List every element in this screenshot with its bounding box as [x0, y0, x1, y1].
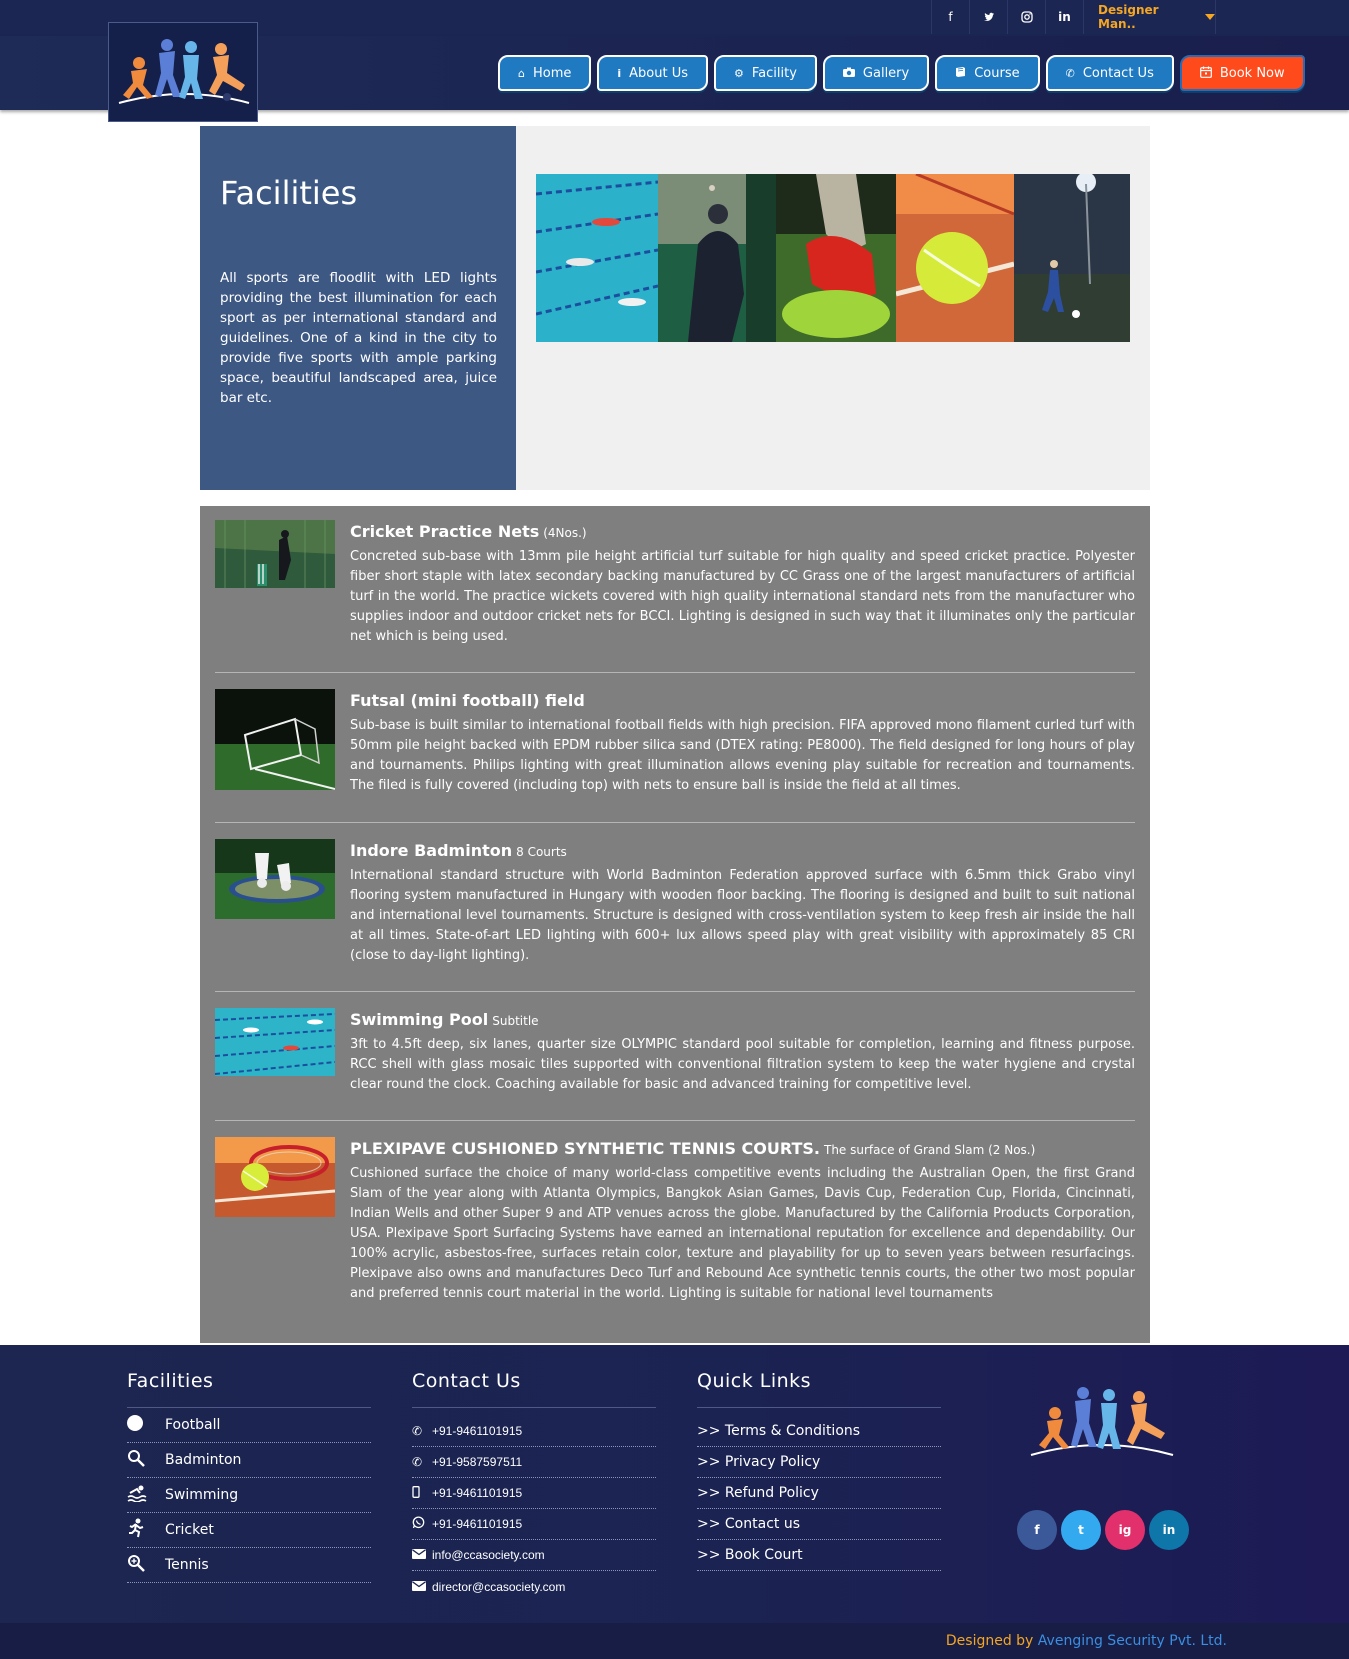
nav-gallery[interactable]	[823, 55, 929, 91]
divider	[215, 672, 1135, 673]
search-icon	[127, 1449, 165, 1471]
quick-link-contact[interactable]: >> Contact us	[697, 1509, 941, 1540]
top-social-links	[931, 0, 1083, 34]
footer-link-label: Cricket	[165, 1522, 214, 1538]
footer-facilities-title: Facilities	[127, 1370, 371, 1408]
facility-description: Cushioned surface the choice of many world-class competitive events including the Australian Open, the first Grand Slam of the year along with Atlanta Olympics, Bangkok Asian Games, Davis Cup, Federation Cup, Florida, Cincinnati, Indian Wells and other Super 9 and ATP venues across the globe. Manufactured by the California Products Corporation, USA. Plexipave Sport Surfacing Systems have earned an international reputation for excellence and dependability. Our 100% acrylic, asbestos-free, surfaces retain color, texture and playability for up to seven years between resurfacings. Plexipave also owns and manufactures Deco Turf and Rebound Ace synthetic tennis courts, the other two most popular and preferred tennis court material in the world. Lighting is suitable for national level tournaments	[350, 1166, 1135, 1301]
envelope-icon	[412, 1580, 432, 1594]
facility-subtitle: 8 Courts	[516, 845, 567, 859]
nav-facility[interactable]	[714, 55, 817, 91]
nav-about-us[interactable]	[597, 55, 708, 91]
linkedin-icon[interactable]: in	[1045, 0, 1083, 34]
footer-logo	[1027, 1371, 1177, 1471]
whatsapp-icon	[412, 1516, 432, 1532]
contact-email-director[interactable]	[412, 1571, 656, 1602]
football-photo	[776, 174, 896, 342]
intro-text: All sports are floodlit with LED lights providing the best illumination for each sport as per international standard and guidelines. One of a kind in the city to provide five sports with ample parking space, beautiful landscaped area, juice bar etc.	[220, 270, 497, 406]
phone-icon: ✆	[412, 1424, 423, 1438]
footer	[0, 1345, 1349, 1659]
facility-subtitle: (4Nos.)	[543, 526, 587, 540]
nav-book-now-label: Book Now	[1219, 65, 1285, 81]
facility-description: Sub-base is built similar to international football fields with high precision. FIFA approved mono filament curled turf with 50mm pile height backed with EPDM rubber silica sand (DTEX rating: PE8000). The field designed for long hours of play and tournaments. Philips lighting with great illumination allows evening play suitable for recreation and tournaments. The filed is fully covered (including top) with nets to ensure ball is inside the field at all times.	[350, 718, 1135, 793]
facility-title: Cricket Practice Nets (4Nos.)	[350, 522, 587, 541]
running-icon	[127, 1518, 165, 1542]
quick-link-book-court[interactable]: >> Book Court	[697, 1540, 941, 1571]
badminton-thumb	[215, 839, 335, 919]
zoom-icon	[127, 1554, 165, 1576]
contact-value: director@ccasociety.com	[432, 1579, 566, 1594]
nav-contact-us-label: Contact Us	[1082, 65, 1154, 81]
contact-phone-2[interactable]	[412, 1447, 656, 1478]
contact-value: +91-9461101915	[432, 1517, 523, 1531]
cricket-nets-thumb	[215, 520, 335, 588]
site-logo[interactable]	[108, 22, 258, 122]
facility-description: Concreted sub-base with 13mm pile height artificial turf suitable for high quality and speed cricket practice. Polyester fiber short staple with latex secondary backing manufactured by CC Grass one of the largest manufacturers of artificial turf in the world. The practice wickets covered with high quality international standard nets from the manufacturer who supplies indoor and outdoor cricket nets for BCCI. Lighting is designed in such way that it illuminates only the particular net which is being used.	[350, 549, 1135, 644]
contact-value: +91-9461101915	[432, 1486, 523, 1500]
footer-link-label: Badminton	[165, 1452, 242, 1468]
contact-value: info@ccasociety.com	[432, 1548, 545, 1562]
contact-value: +91-9461101915	[432, 1424, 523, 1438]
nav-book-now[interactable]	[1180, 55, 1305, 91]
nav-home-label: Home	[532, 65, 572, 81]
footer-link-label: Football	[165, 1417, 221, 1433]
tennis-photo	[896, 174, 1014, 342]
contact-phone-1[interactable]	[412, 1416, 656, 1447]
facebook-icon[interactable]: f	[931, 0, 969, 34]
night-football-photo	[1014, 174, 1130, 342]
football-icon	[127, 1415, 165, 1435]
home-icon: ⌂	[518, 66, 525, 80]
quick-link-terms[interactable]: >> Terms & Conditions	[697, 1416, 941, 1447]
instagram-icon[interactable]: ig	[1105, 1510, 1145, 1550]
info-icon: i	[617, 66, 622, 80]
footer-facilities	[127, 1370, 371, 1583]
nav-about-us-label: About Us	[629, 65, 689, 81]
footer-social-links	[1017, 1510, 1189, 1550]
mobile-icon	[412, 1486, 432, 1501]
facility-title: Indore Badminton 8 Courts	[350, 841, 567, 860]
quick-link-privacy[interactable]: >> Privacy Policy	[697, 1447, 941, 1478]
divider	[215, 1120, 1135, 1121]
designer-menu[interactable]	[1083, 0, 1216, 34]
nav-course[interactable]	[935, 55, 1039, 91]
facility-title: Futsal (mini football) field	[350, 691, 585, 710]
calendar-icon	[1200, 66, 1212, 81]
footer-link-label: Swimming	[165, 1487, 239, 1503]
main-nav	[498, 55, 1305, 91]
footer-link-football[interactable]	[127, 1408, 371, 1443]
credit-company-link[interactable]: Avenging Security Pvt. Ltd.	[1037, 1633, 1227, 1649]
swimming-pool-thumb	[215, 1008, 335, 1076]
nav-course-label: Course	[974, 65, 1020, 81]
credit-bar	[0, 1623, 1349, 1659]
nav-contact-us[interactable]	[1046, 55, 1174, 91]
page-title: Facilities	[220, 174, 358, 212]
footer-link-swimming[interactable]	[127, 1478, 371, 1513]
divider	[215, 822, 1135, 823]
footer-quick-links	[697, 1370, 941, 1571]
footer-quick-links-title: Quick Links	[697, 1370, 941, 1408]
nav-home[interactable]	[498, 55, 591, 91]
phone-icon: ✆	[1065, 66, 1075, 80]
instagram-icon[interactable]	[1007, 0, 1045, 34]
nav-facility-label: Facility	[751, 65, 797, 81]
credit-prefix: Designed by	[945, 1633, 1034, 1649]
envelope-icon	[412, 1548, 432, 1562]
facility-list	[200, 506, 1150, 1343]
contact-email-info[interactable]	[412, 1540, 656, 1571]
twitter-icon[interactable]: t	[1061, 1510, 1101, 1550]
phone-icon: ✆	[412, 1455, 423, 1469]
facility-subtitle: The surface of Grand Slam (2 Nos.)	[824, 1143, 1036, 1157]
twitter-icon[interactable]	[969, 0, 1007, 34]
contact-whatsapp[interactable]	[412, 1509, 656, 1540]
facility-description: 3ft to 4.5ft deep, six lanes, quarter size OLYMPIC standard pool suitable for completion, learning and fitness purpose. RCC shell with glass mosaic tiles supported with conventional filtration system to keep the water hygiene and crystal clear round the clock. Coaching available for basic and advanced training for competitive level.	[350, 1037, 1135, 1092]
contact-mobile[interactable]	[412, 1478, 656, 1509]
linkedin-icon[interactable]: in	[1149, 1510, 1189, 1550]
facility-title: Swimming Pool Subtitle	[350, 1010, 539, 1029]
nav-gallery-label: Gallery	[862, 65, 910, 81]
quick-link-refund[interactable]: >> Refund Policy	[697, 1478, 941, 1509]
designed-by-credit	[946, 1633, 1227, 1649]
facility-description: International standard structure with World Badminton Federation approved surface with 6.5mm thick Grabo vinyl flooring system manufactured in Hungary with wooden floor backing. The flooring is designed and built to suit national and international level tournaments. Structure is designed with cross-ventilation system to keep fresh air inside the hall at all times. State-of-art LED lighting with 600+ lux allows speed play with great visibility with approximately 85 CRI (close to day-light lighting).	[350, 868, 1135, 963]
gears-icon: ⚙	[734, 66, 744, 80]
sports-image-strip	[536, 174, 1130, 342]
futsal-thumb	[215, 689, 335, 790]
tennis-courts-thumb	[215, 1137, 335, 1217]
book-icon	[955, 66, 966, 80]
intro-panel	[200, 126, 516, 490]
swimmer-icon	[127, 1484, 165, 1506]
contact-value: +91-9587597511	[432, 1455, 523, 1469]
swimming-photo	[536, 174, 658, 342]
footer-contact-title: Contact Us	[412, 1370, 656, 1408]
designer-menu-label: Designer Man..	[1098, 3, 1159, 31]
footer-link-tennis[interactable]	[127, 1548, 371, 1583]
camera-icon	[843, 67, 855, 80]
footer-contact	[412, 1370, 656, 1602]
caret-down-icon	[1205, 14, 1215, 20]
facility-subtitle: Subtitle	[492, 1014, 539, 1028]
footer-link-label: Tennis	[165, 1557, 209, 1573]
facebook-icon[interactable]: f	[1017, 1510, 1057, 1550]
footer-link-badminton[interactable]	[127, 1443, 371, 1478]
intro-section	[200, 126, 1150, 490]
footer-link-cricket[interactable]	[127, 1513, 371, 1548]
cricket-photo	[658, 174, 776, 342]
divider	[215, 991, 1135, 992]
facility-title: PLEXIPAVE CUSHIONED SYNTHETIC TENNIS COURTS. The surface of Grand Slam (2 Nos.)	[350, 1139, 1036, 1158]
